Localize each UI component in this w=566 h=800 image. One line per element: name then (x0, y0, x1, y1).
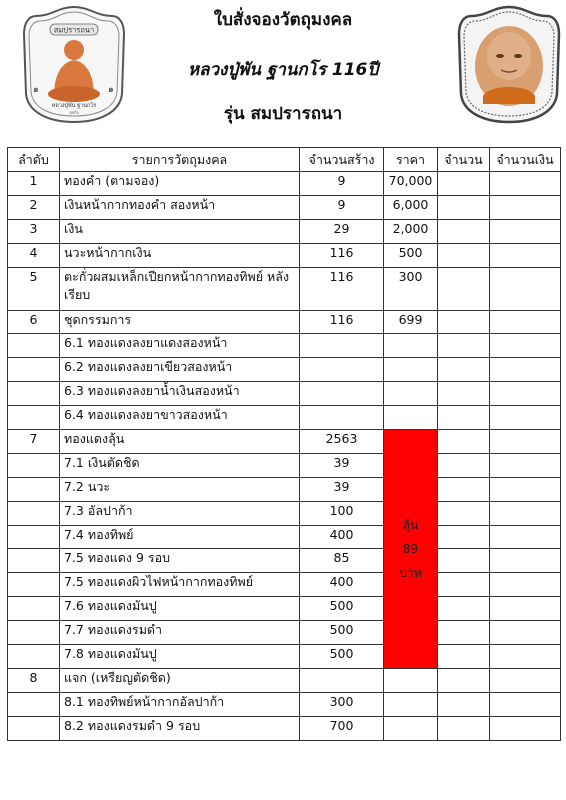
row-no: 3 (8, 219, 60, 243)
row-quantity-made (300, 334, 384, 358)
row-no (8, 716, 60, 740)
row-quantity-made: 500 (300, 645, 384, 669)
row-amount-cell[interactable] (490, 525, 561, 549)
row-amount-cell[interactable] (490, 382, 561, 406)
row-no (8, 645, 60, 669)
row-amount-cell[interactable] (490, 573, 561, 597)
table-row (8, 645, 561, 669)
order-table (7, 147, 561, 741)
page-title: ใบสั่งจองวัตถุมงคล (213, 10, 353, 30)
row-item: 7.2 นวะ (60, 477, 300, 501)
row-amount-cell[interactable] (490, 621, 561, 645)
table-row (8, 525, 561, 549)
table-row (8, 573, 561, 597)
page-header (0, 0, 566, 140)
row-amount-cell[interactable] (490, 195, 561, 219)
row-no (8, 406, 60, 430)
row-item: 6.4 ทองแดงลงยาขาวสองหน้า (60, 406, 300, 430)
row-price: 70,000 (384, 172, 438, 196)
row-quantity-made: 500 (300, 597, 384, 621)
amulet-badge-text: สมปรารถนา (53, 25, 95, 35)
row-no: 8 (8, 668, 60, 692)
table-row (8, 430, 561, 454)
row-order-qty-cell[interactable] (438, 310, 490, 334)
row-no: 4 (8, 243, 60, 267)
table-row (8, 692, 561, 716)
col-header-price: ราคา (384, 148, 438, 172)
row-price: 500 (384, 243, 438, 267)
row-item: นวะหน้ากากเงิน (60, 243, 300, 267)
table-row (8, 219, 561, 243)
table-row (8, 310, 561, 334)
table-row (8, 501, 561, 525)
row-order-qty-cell[interactable] (438, 430, 490, 454)
row-price (384, 692, 438, 716)
row-no (8, 501, 60, 525)
row-amount-cell[interactable] (490, 716, 561, 740)
row-item: 6.2 ทองแดงลงยาเขียวสองหน้า (60, 358, 300, 382)
row-amount-cell[interactable] (490, 358, 561, 382)
row-item: 7.7 ทองแดงรมดำ (60, 621, 300, 645)
row-quantity-made (300, 668, 384, 692)
row-amount-cell[interactable] (490, 501, 561, 525)
row-price: 300 (384, 267, 438, 310)
row-amount-cell[interactable] (490, 219, 561, 243)
lucky-price-cell (384, 430, 438, 669)
row-quantity-made: 39 (300, 477, 384, 501)
table-row (8, 549, 561, 573)
table-row (8, 453, 561, 477)
row-item: 8.1 ทองทิพย์หน้ากากอัลปาก้า (60, 692, 300, 716)
table-row (8, 477, 561, 501)
lucky-price-unit: บาท (399, 565, 422, 580)
row-price: 6,000 (384, 195, 438, 219)
table-row (8, 621, 561, 645)
row-item: ตะกั่วผสมเหล็กเปียกหน้ากากทองทิพย์ หลังเรียบ (60, 267, 300, 310)
table-row (8, 358, 561, 382)
row-order-qty-cell[interactable] (438, 621, 490, 645)
row-quantity-made: 116 (300, 243, 384, 267)
row-price (384, 716, 438, 740)
row-no (8, 525, 60, 549)
amulet-glyph-left: ๑ (33, 85, 39, 95)
row-order-qty-cell[interactable] (438, 267, 490, 310)
row-price: 2,000 (384, 219, 438, 243)
row-item: 6.3 ทองแดงลงยาน้ำเงินสองหน้า (60, 382, 300, 406)
row-amount-cell[interactable] (490, 453, 561, 477)
col-header-amount: จำนวนเงิน (490, 148, 561, 172)
row-order-qty-cell[interactable] (438, 243, 490, 267)
row-no (8, 382, 60, 406)
row-item: 7.3 อัลปาก้า (60, 501, 300, 525)
row-amount-cell[interactable] (490, 477, 561, 501)
row-amount-cell[interactable] (490, 310, 561, 334)
col-header-no: ลำดับ (8, 148, 60, 172)
row-quantity-made: 300 (300, 692, 384, 716)
row-quantity-made: 9 (300, 172, 384, 196)
row-item: เงินหน้ากากทองคำ สองหน้า (60, 195, 300, 219)
row-order-qty-cell[interactable] (438, 716, 490, 740)
row-price (384, 334, 438, 358)
row-amount-cell[interactable] (490, 334, 561, 358)
row-quantity-made: 100 (300, 501, 384, 525)
row-order-qty-cell[interactable] (438, 501, 490, 525)
col-header-order-qty: จำนวน (438, 148, 490, 172)
row-order-qty-cell[interactable] (438, 406, 490, 430)
row-amount-cell[interactable] (490, 406, 561, 430)
page-subtitle: หลวงปู่พัน ฐานกโร 116ปี (187, 60, 379, 80)
row-no (8, 453, 60, 477)
row-item: ทองแดงลุ้น (60, 430, 300, 454)
row-item: 7.4 ทองทิพย์ (60, 525, 300, 549)
row-no (8, 358, 60, 382)
table-row (8, 597, 561, 621)
row-amount-cell[interactable] (490, 645, 561, 669)
col-header-item: รายการวัตถุมงคล (60, 148, 300, 172)
row-quantity-made: 116 (300, 267, 384, 310)
row-price (384, 406, 438, 430)
row-quantity-made: 9 (300, 195, 384, 219)
row-amount-cell[interactable] (490, 243, 561, 267)
series-name: รุ่น สมปรารถนา (223, 104, 343, 124)
table-row (8, 716, 561, 740)
row-no: 5 (8, 267, 60, 310)
amulet-caption: หลวงปู่พัน ฐานกโร (51, 103, 97, 109)
row-order-qty-cell[interactable] (438, 645, 490, 669)
row-no: 1 (8, 172, 60, 196)
row-quantity-made: 700 (300, 716, 384, 740)
row-price: 699 (384, 310, 438, 334)
amulet-portrait-image (455, 4, 563, 124)
row-order-qty-cell[interactable] (438, 453, 490, 477)
row-quantity-made: 85 (300, 549, 384, 573)
amulet-caption-sub: สุขใจ (69, 110, 79, 115)
col-header-quantity-made: จำนวนสร้าง (300, 148, 384, 172)
row-price (384, 382, 438, 406)
row-item: แจก (เหรียญตัดชิด) (60, 668, 300, 692)
row-order-qty-cell[interactable] (438, 525, 490, 549)
row-item: 7.1 เงินตัดชิด (60, 453, 300, 477)
row-no (8, 597, 60, 621)
row-order-qty-cell[interactable] (438, 219, 490, 243)
row-item: 8.2 ทองแดงรมดำ 9 รอบ (60, 716, 300, 740)
table-row (8, 668, 561, 692)
row-no (8, 573, 60, 597)
row-no (8, 621, 60, 645)
row-no (8, 549, 60, 573)
row-order-qty-cell[interactable] (438, 692, 490, 716)
row-no (8, 692, 60, 716)
row-item: 6.1 ทองแดงลงยาแดงสองหน้า (60, 334, 300, 358)
row-quantity-made: 29 (300, 219, 384, 243)
row-no: 2 (8, 195, 60, 219)
row-order-qty-cell[interactable] (438, 668, 490, 692)
row-order-qty-cell[interactable] (438, 172, 490, 196)
row-price (384, 668, 438, 692)
amulet-glyph-right: ๑ (108, 85, 114, 95)
table-row (8, 334, 561, 358)
row-order-qty-cell[interactable] (438, 573, 490, 597)
row-item: 7.5 ทองแดงผิวไฟหน้ากากทองทิพย์ (60, 573, 300, 597)
row-quantity-made: 500 (300, 621, 384, 645)
row-quantity-made (300, 382, 384, 406)
table-header-row (8, 148, 561, 172)
row-no: 7 (8, 430, 60, 454)
table-row (8, 382, 561, 406)
row-quantity-made (300, 406, 384, 430)
row-amount-cell[interactable] (490, 172, 561, 196)
row-quantity-made: 116 (300, 310, 384, 334)
row-item: ชุดกรรมการ (60, 310, 300, 334)
table-row (8, 172, 561, 196)
lucky-price-label: ลุ้น (402, 517, 419, 532)
row-order-qty-cell[interactable] (438, 477, 490, 501)
row-item: เงิน (60, 219, 300, 243)
row-order-qty-cell[interactable] (438, 382, 490, 406)
row-order-qty-cell[interactable] (438, 358, 490, 382)
table-row (8, 195, 561, 219)
row-price (384, 358, 438, 382)
row-order-qty-cell[interactable] (438, 334, 490, 358)
row-quantity-made: 39 (300, 453, 384, 477)
row-no (8, 334, 60, 358)
row-quantity-made: 400 (300, 573, 384, 597)
row-item: ทองคำ (ตามจอง) (60, 172, 300, 196)
lucky-price-value: 89 (402, 541, 419, 556)
row-amount-cell[interactable] (490, 549, 561, 573)
row-order-qty-cell[interactable] (438, 195, 490, 219)
table-row (8, 406, 561, 430)
row-quantity-made: 400 (300, 525, 384, 549)
row-amount-cell[interactable] (490, 430, 561, 454)
table-row (8, 243, 561, 267)
row-order-qty-cell[interactable] (438, 549, 490, 573)
row-order-qty-cell[interactable] (438, 597, 490, 621)
row-item: 7.5 ทองแดง 9 รอบ (60, 549, 300, 573)
row-quantity-made (300, 358, 384, 382)
row-item: 7.8 ทองแดงมันปู (60, 645, 300, 669)
row-no (8, 477, 60, 501)
row-quantity-made: 2563 (300, 430, 384, 454)
row-amount-cell[interactable] (490, 668, 561, 692)
table-row (8, 267, 561, 310)
row-amount-cell[interactable] (490, 692, 561, 716)
row-no: 6 (8, 310, 60, 334)
row-amount-cell[interactable] (490, 597, 561, 621)
row-amount-cell[interactable] (490, 267, 561, 310)
row-item: 7.6 ทองแดงมันปู (60, 597, 300, 621)
